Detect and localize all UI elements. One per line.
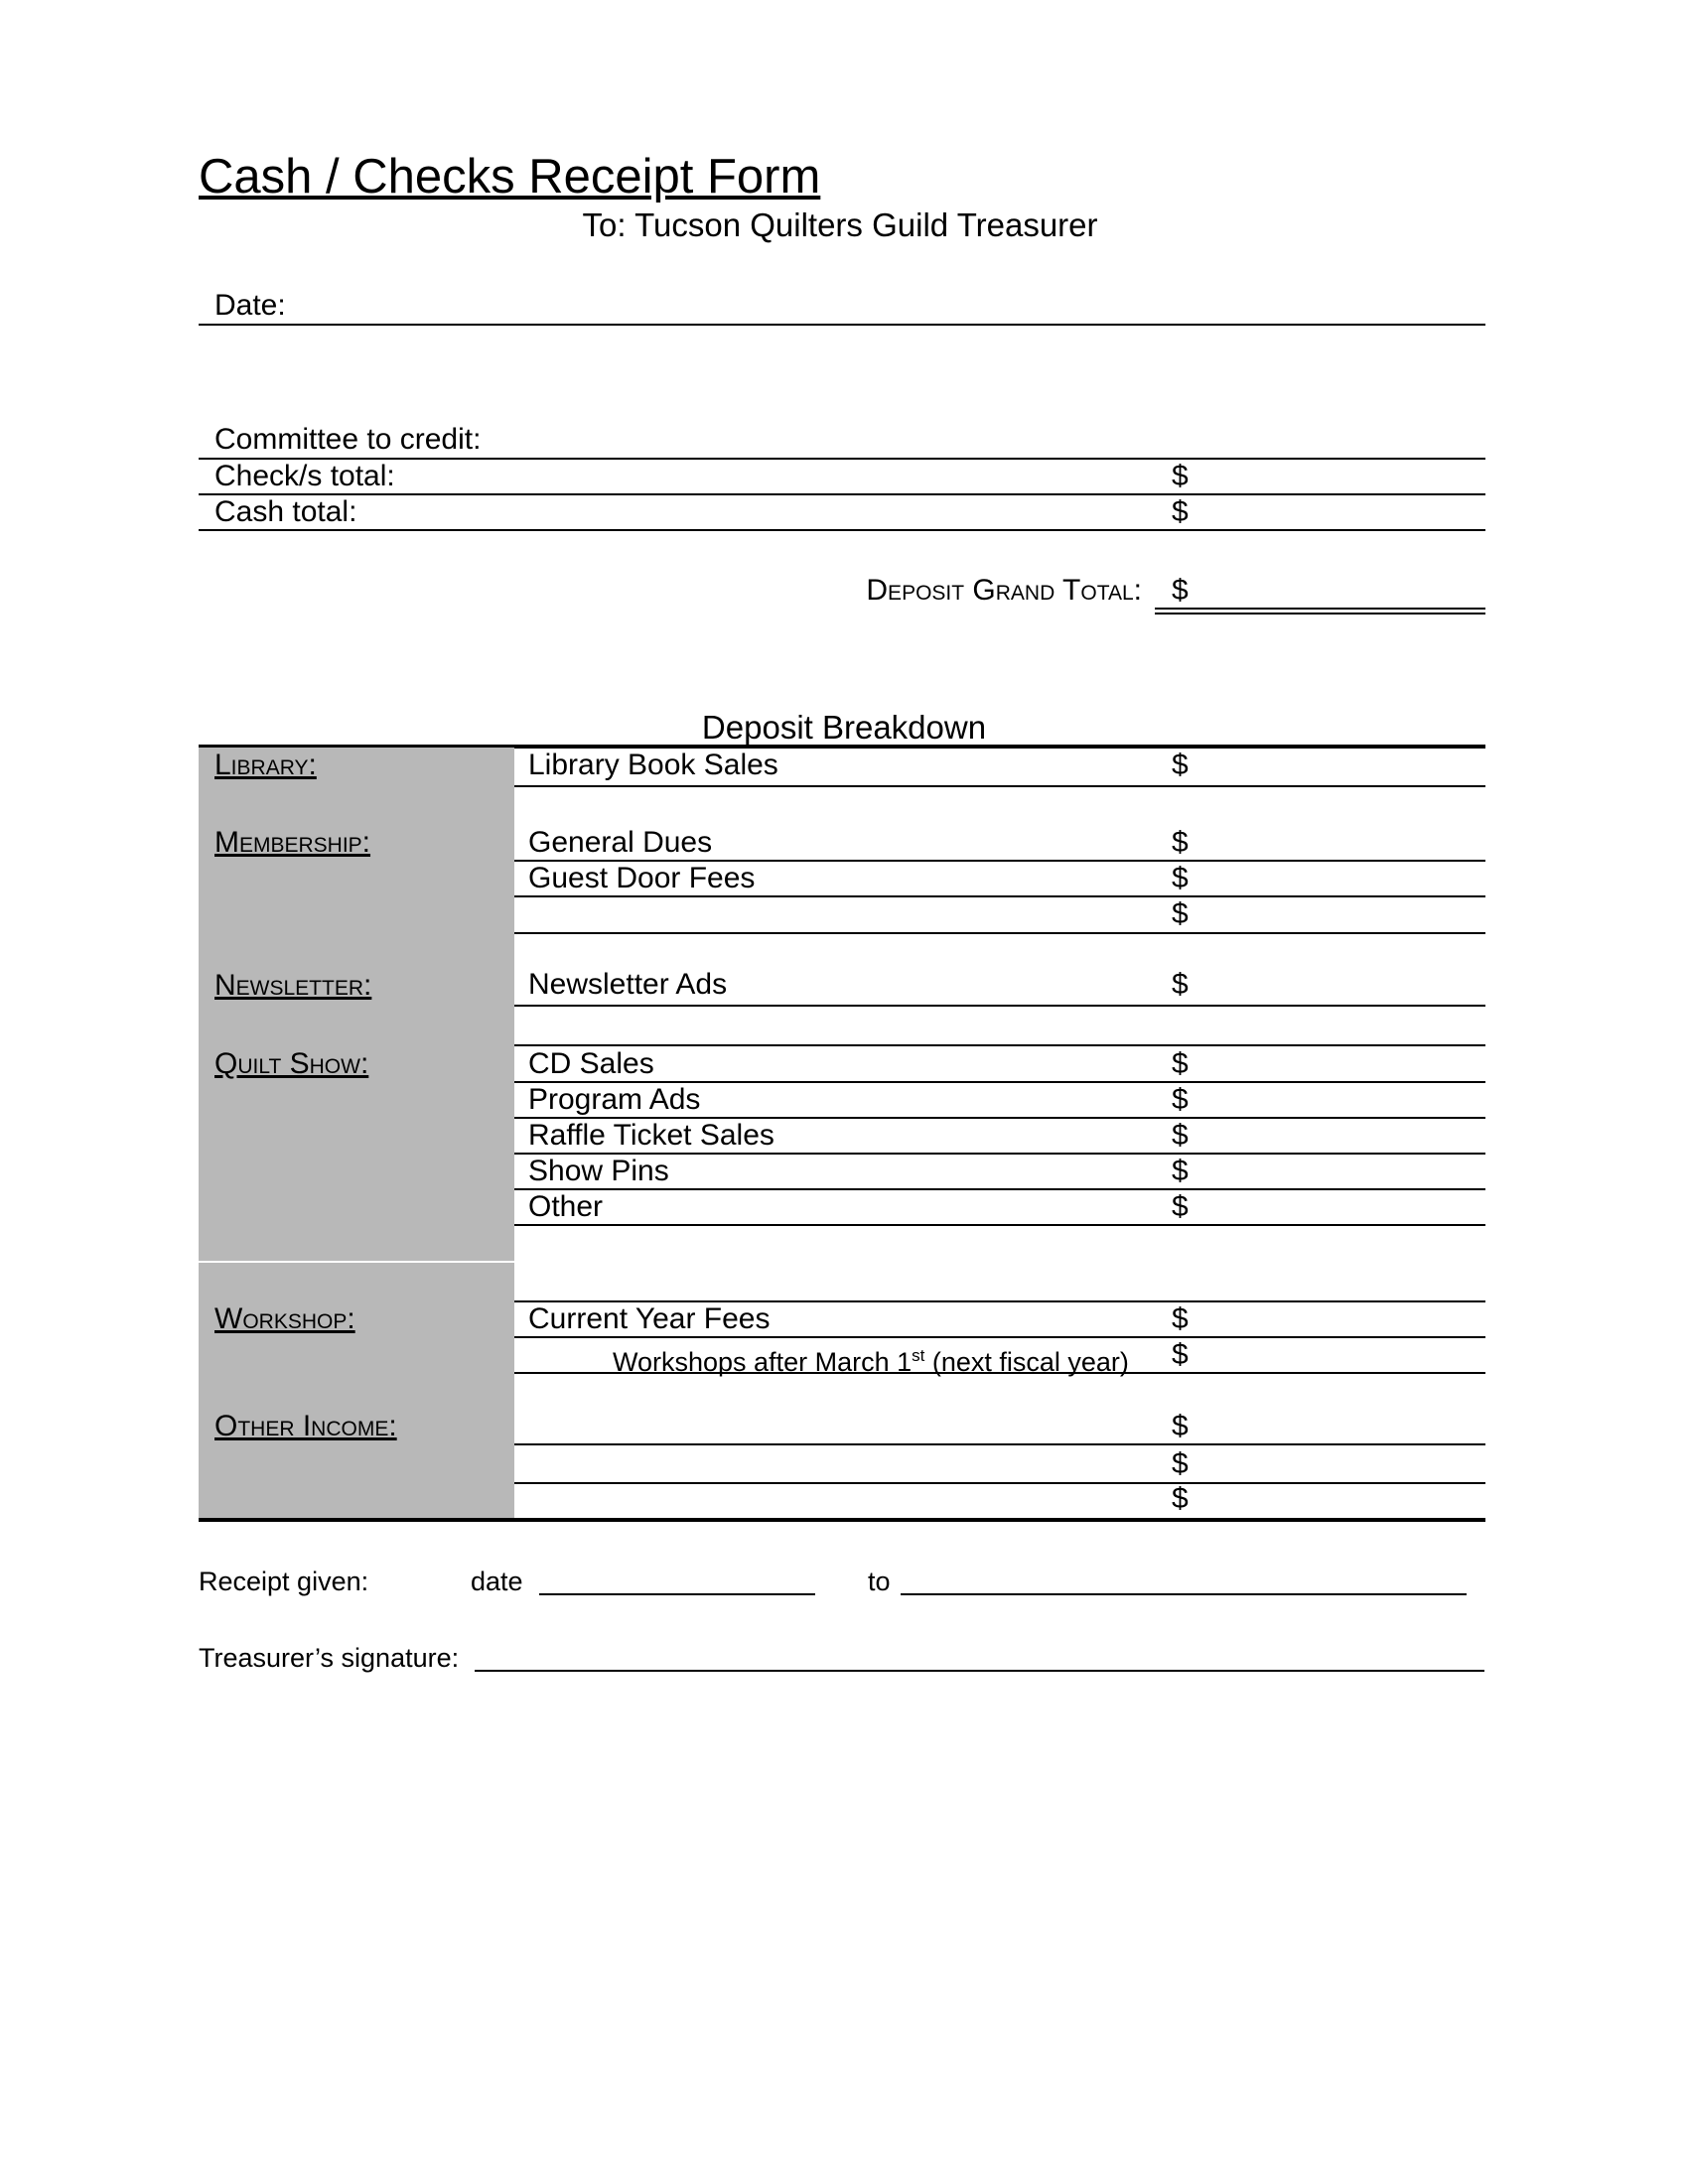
checks-line[interactable] [199,493,1485,495]
workshops-after-text-2: (next fiscal year) [924,1347,1129,1377]
membership-blank-dollar: $ [1172,897,1189,930]
category-newsletter: Newsletter: [214,969,372,1002]
current-year-fees-dollar: $ [1172,1302,1189,1335]
row-line[interactable] [514,1482,1485,1484]
general-dues-dollar: $ [1172,826,1189,859]
cash-total-label: Cash total: [214,495,357,528]
grand-total-line-2 [1155,613,1485,614]
receipt-date-label: date [471,1567,523,1596]
checks-total-label: Check/s total: [214,460,395,492]
other-income-dollar-3: $ [1172,1482,1189,1515]
item-other: Other [528,1190,604,1223]
row-line[interactable] [514,1224,1485,1226]
category-other-income: Other Income: [214,1410,397,1442]
receipt-to-label: to [868,1567,891,1596]
date-line[interactable] [199,324,1485,326]
item-current-year-fees: Current Year Fees [528,1302,771,1335]
row-line[interactable] [514,1372,1485,1374]
page-title: Cash / Checks Receipt Form [199,150,821,204]
workshops-after-sup: st [912,1346,925,1365]
row-line[interactable] [514,1005,1485,1007]
page-subtitle [0,204,1688,247]
category-membership: Membership: [214,826,371,859]
newsletter-ads-dollar: $ [1172,968,1189,1001]
breakdown-title: Deposit Breakdown [701,709,987,746]
item-library-book-sales: Library Book Sales [528,749,778,781]
row-line[interactable] [514,1443,1485,1445]
receipt-date-line[interactable] [539,1593,815,1595]
category-library: Library: [214,749,317,781]
show-pins-dollar: $ [1172,1155,1189,1187]
committee-label: Committee to credit: [214,423,482,456]
row-line [514,1044,1485,1046]
item-general-dues: General Dues [528,826,713,859]
guest-door-fees-dollar: $ [1172,862,1189,894]
other-income-dollar-1: $ [1172,1410,1189,1442]
item-cd-sales: CD Sales [528,1047,654,1080]
program-ads-dollar: $ [1172,1083,1189,1116]
treasurer-signature-label: Treasurer’s signature: [199,1643,460,1673]
receipt-given-label: Receipt given: [199,1567,369,1596]
treasurer-signature-line[interactable] [475,1670,1484,1672]
category-quilt-show: Quilt Show: [214,1047,369,1080]
row-line[interactable] [514,785,1485,787]
subtitle-text: To: Tucson Quilters Guild Treasurer [582,206,1098,243]
cd-sales-dollar: $ [1172,1047,1189,1080]
library-book-sales-dollar: $ [1172,749,1189,781]
cash-dollar: $ [1172,495,1189,528]
item-newsletter-ads: Newsletter Ads [528,968,728,1001]
receipt-to-line[interactable] [901,1593,1467,1595]
raffle-ticket-sales-dollar: $ [1172,1119,1189,1152]
other-income-dollar-2: $ [1172,1447,1189,1480]
grand-total-dollar: $ [1172,574,1189,607]
checks-dollar: $ [1172,460,1189,492]
other-dollar: $ [1172,1190,1189,1223]
grand-total-label: Deposit Grand Total: [866,574,1142,607]
item-show-pins: Show Pins [528,1155,669,1187]
item-guest-door-fees: Guest Door Fees [528,862,756,894]
row-line[interactable] [514,932,1485,934]
date-label: Date: [214,289,286,322]
row-line[interactable] [514,1188,1485,1190]
breakdown-bottom-rule [199,1518,1485,1522]
workshops-after-text: Workshops after March 1 [613,1347,913,1377]
cash-line[interactable] [199,529,1485,531]
category-workshop: Workshop: [214,1302,355,1335]
item-program-ads: Program Ads [528,1083,701,1116]
grand-total-line-1[interactable] [1155,608,1485,610]
row-line[interactable] [514,1336,1485,1338]
row-line[interactable] [514,895,1485,897]
workshops-after-dollar: $ [1172,1338,1189,1371]
item-raffle-ticket-sales: Raffle Ticket Sales [528,1119,774,1152]
